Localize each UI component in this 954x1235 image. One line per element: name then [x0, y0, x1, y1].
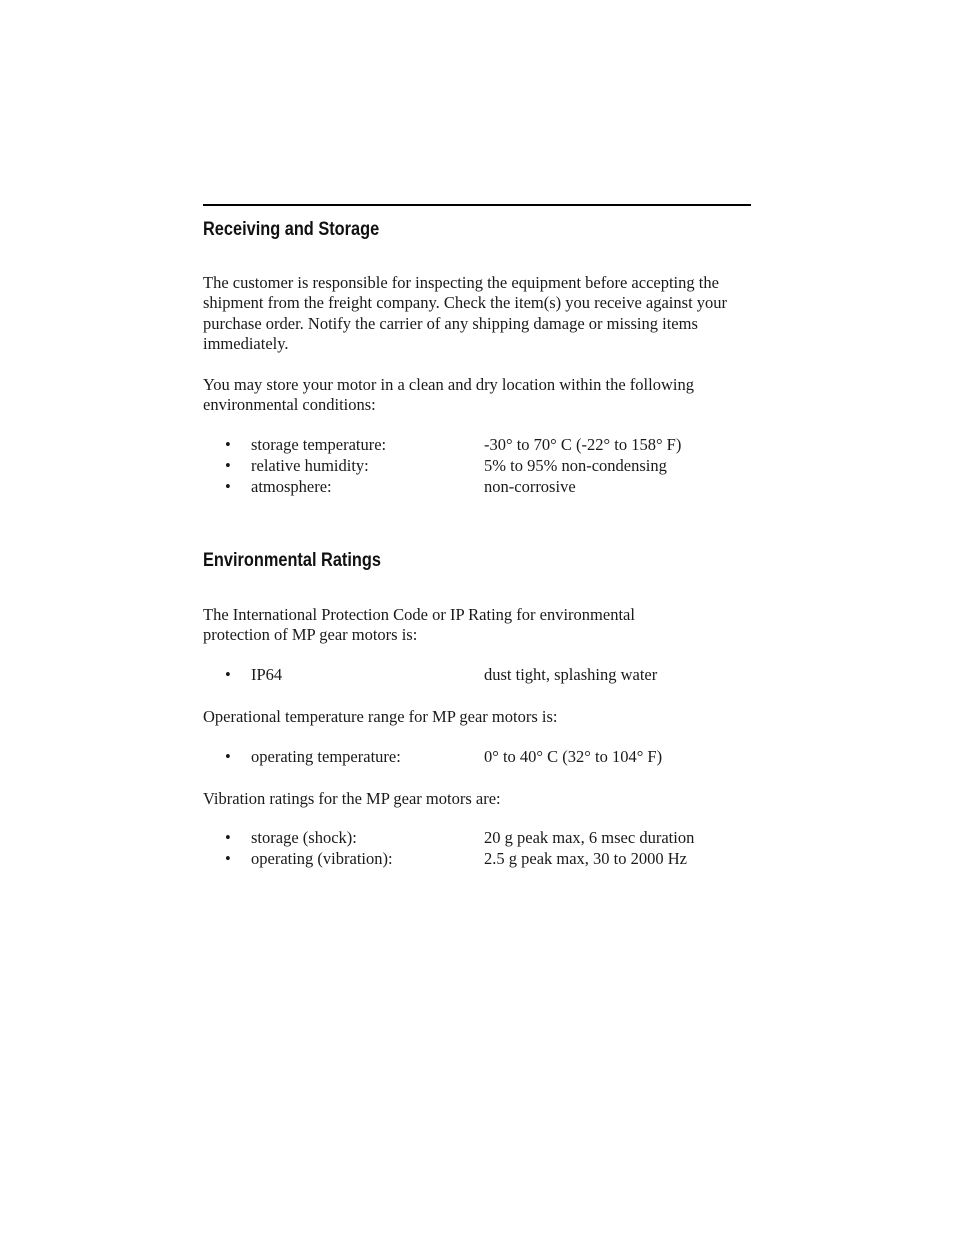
condition-label: atmosphere: [251, 477, 332, 496]
receiving-paragraph-1: The customer is responsible for inspecting the equipment before accepting the shipment from the freight company. Check the item(s) you receive against your purchase order. Notify the carrier of any shipping damage or missing items immediately. [203, 273, 728, 353]
environmental-paragraph-3: Vibration ratings for the MP gear motors are: [203, 789, 501, 808]
environmental-paragraph-2: Operational temperature range for MP gear motors is: [203, 707, 558, 726]
rating-value: dust tight, splashing water [484, 665, 658, 684]
bullet: • [225, 665, 231, 684]
condition-value: 5% to 95% non-condensing [484, 456, 667, 475]
rating-label: operating (vibration): [251, 849, 393, 868]
bullet: • [225, 456, 231, 475]
condition-label: relative humidity: [251, 456, 369, 475]
bullet: • [225, 435, 231, 454]
receiving-heading: Receiving and Storage [203, 219, 380, 240]
bullet: • [225, 828, 231, 847]
environmental-heading: Environmental Ratings [203, 550, 381, 571]
top-rule [203, 204, 751, 206]
bullet: • [225, 747, 231, 766]
rating-value: 0° to 40° C (32° to 104° F) [484, 747, 663, 766]
rating-value: 20 g peak max, 6 msec duration [484, 828, 695, 847]
condition-label: storage temperature: [251, 435, 387, 454]
bullet: • [225, 849, 231, 868]
rating-value: 2.5 g peak max, 30 to 2000 Hz [484, 849, 688, 868]
condition-value: -30° to 70° C (-22° to 158° F) [484, 435, 682, 454]
environmental-paragraph-1: The International Protection Code or IP Rating for environmental protection of MP gear motors is: [203, 605, 635, 645]
rating-label: operating temperature: [251, 747, 401, 766]
condition-value: non-corrosive [484, 477, 576, 496]
receiving-paragraph-2: You may store your motor in a clean and dry location within the following environmental conditions: [203, 375, 694, 415]
bullet: • [225, 477, 231, 496]
rating-label: storage (shock): [251, 828, 357, 847]
rating-label: IP64 [251, 665, 283, 684]
